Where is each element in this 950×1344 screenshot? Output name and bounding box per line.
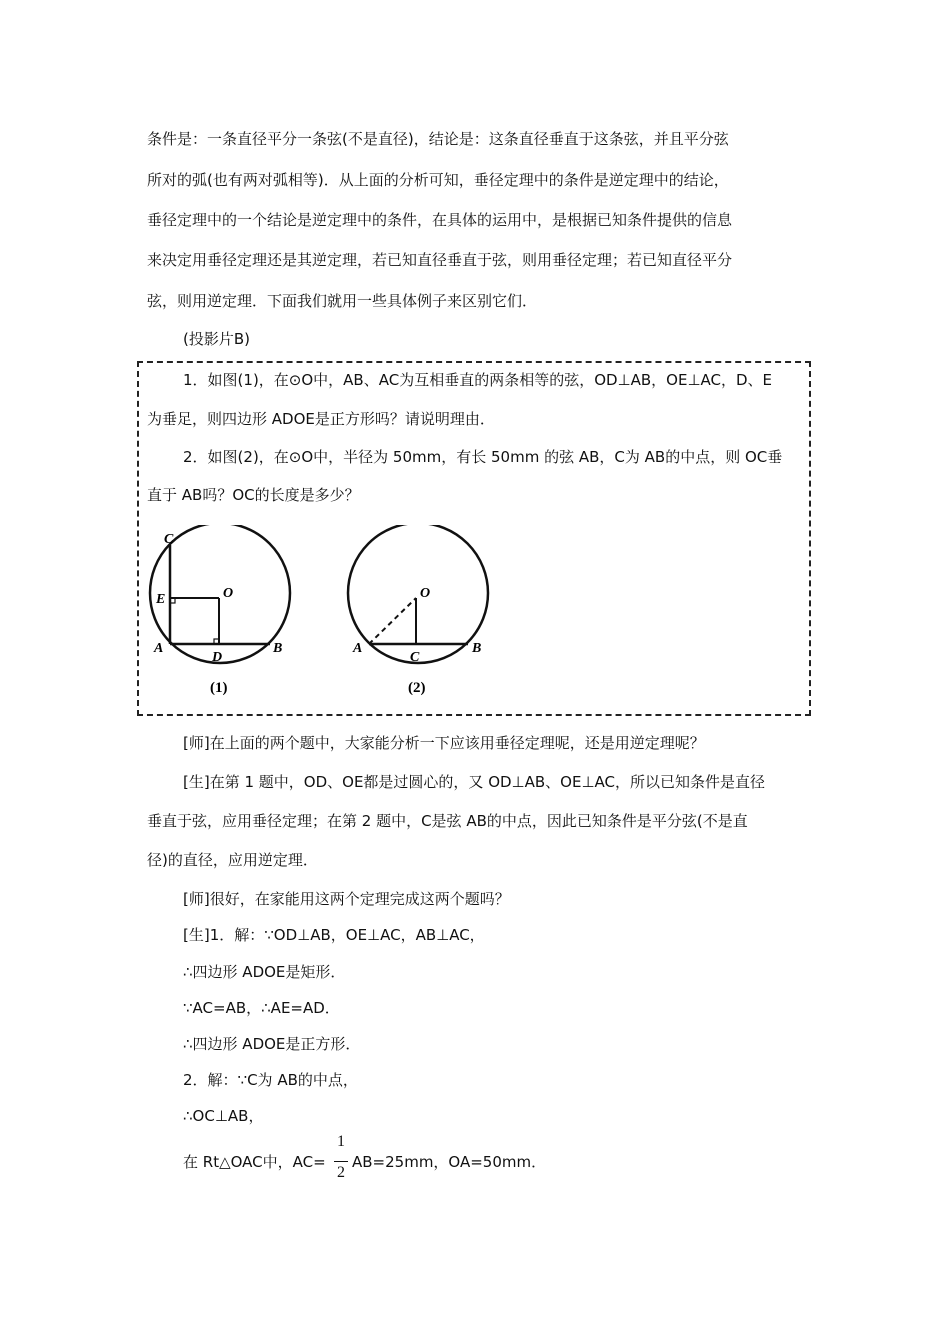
fig2-label-O: O (420, 586, 431, 601)
teacher-question-2: [师]很好，在家能用这两个定理完成这两个题吗？ (183, 890, 510, 908)
fig2-label-A: A (353, 641, 363, 656)
fig2-caption: (2) (408, 680, 426, 696)
problem-1-line-2: 为垂足，则四边形 ADOE是正方形吗？请说明理由． (147, 410, 495, 428)
slide-label: (投影片B) (183, 330, 250, 348)
solution-line-6: ∴OC⊥AB， (183, 1107, 264, 1125)
solution-line-3: ∵AC=AB，∴AE=AD． (183, 999, 340, 1017)
fig1-label-B: B (273, 641, 283, 656)
intro-line-3: 垂径定理中的一个结论是逆定理中的条件，在具体的运用中，是根据已知条件提供的信息 (147, 211, 733, 229)
solution-line-1: [生]1．解：∵OD⊥AB，OE⊥AC，AB⊥AC， (183, 926, 485, 944)
student-answer-1-line-3: 径)的直径，应用逆定理． (147, 851, 318, 869)
figure-1 (140, 525, 330, 705)
fig1-label-D: D (212, 650, 223, 665)
solution-line-2: ∴四边形 ADOE是矩形． (183, 963, 346, 981)
fig2-label-C: C (410, 650, 420, 665)
fig1-label-E: E (156, 592, 166, 607)
teacher-question-1: [师]在上面的两个题中，大家能分析一下应该用垂径定理呢，还是用逆定理呢？ (183, 734, 705, 752)
intro-line-1: 条件是：一条直径平分一条弦(不是直径)，结论是：这条直径垂直于这条弦，并且平分弦 (147, 130, 729, 148)
fig1-label-O: O (223, 586, 234, 601)
fraction-bar (334, 1161, 348, 1162)
figure-2 (340, 525, 530, 705)
solution-line-5: 2．解：∵C为 AB的中点， (183, 1071, 358, 1089)
fraction-denominator: 2 (337, 1164, 345, 1181)
problem-2-line-1: 2．如图(2)，在⊙O中，半径为 50mm，有长 50mm 的弦 AB，C为 AB的中点，则 OC垂 (183, 448, 783, 466)
problem-1-line-1: 1．如图(1)，在⊙O中，AB、AC为互相垂直的两条相等的弦，OD⊥AB，OE⊥AC，D、E (183, 371, 773, 389)
fig2-label-B: B (472, 641, 482, 656)
fig1-label-A: A (154, 641, 164, 656)
intro-line-2: 所对的弧(也有两对弧相等)．从上面的分析可知，垂径定理中的条件是逆定理中的结论， (147, 171, 729, 189)
fig1-label-C: C (164, 532, 174, 547)
fraction-numerator: 1 (337, 1133, 345, 1150)
intro-line-5: 弦，则用逆定理．下面我们就用一些具体例子来区别它们． (147, 292, 538, 310)
solution-line-4: ∴四边形 ADOE是正方形． (183, 1035, 361, 1053)
problem-2-line-2: 直于 AB吗？OC的长度是多少？ (147, 486, 360, 504)
student-answer-1-line-1: [生]在第 1 题中，OD、OE都是过圆心的，又 OD⊥AB、OE⊥AC，所以已知条件是直径 (183, 773, 765, 791)
student-answer-1-line-2: 垂直于弦，应用垂径定理；在第 2 题中，C是弦 AB的中点，因此已知条件是平分弦(不是直 (147, 812, 748, 830)
intro-line-4: 来决定用垂径定理还是其逆定理，若已知直径垂直于弦，则用垂径定理；若已知直径平分 (147, 251, 733, 269)
solution-line-7-pre: 在 Rt△OAC中，AC= (183, 1153, 326, 1171)
solution-line-7-post: AB=25mm，OA=50mm． (352, 1153, 547, 1171)
fig1-caption: (1) (210, 680, 228, 696)
